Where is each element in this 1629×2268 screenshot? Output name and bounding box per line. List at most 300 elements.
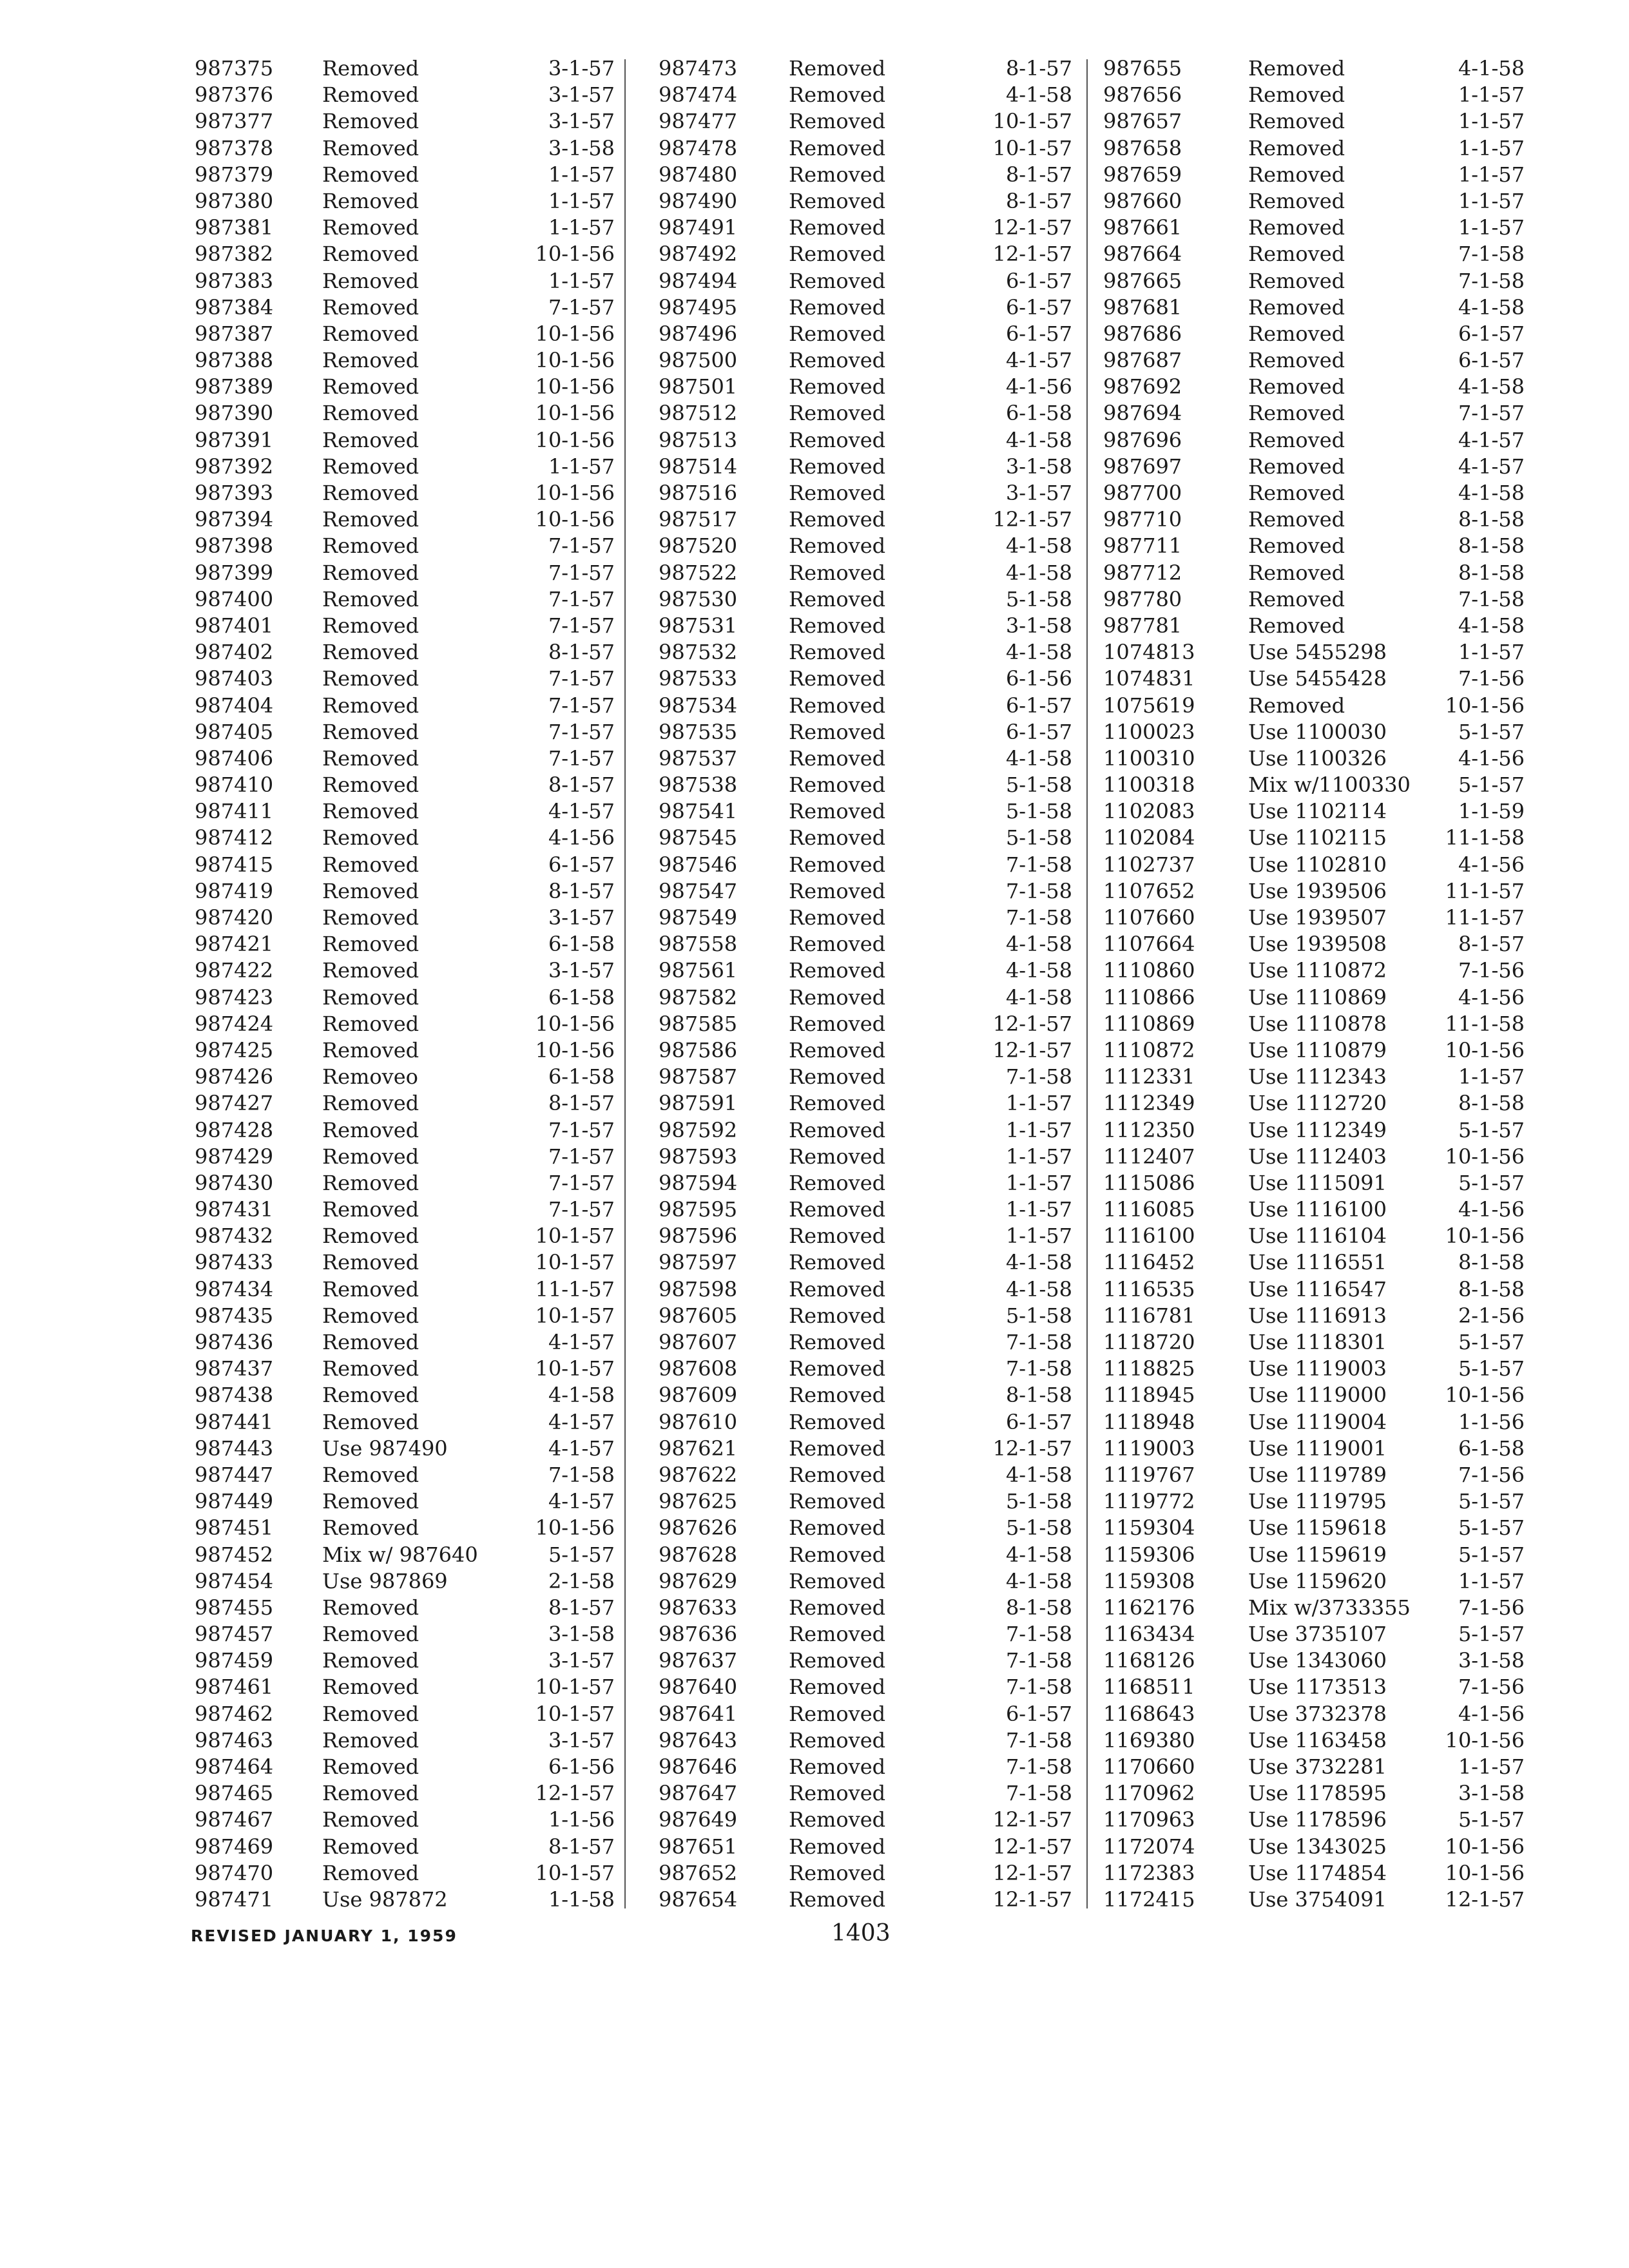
- part-number: 987712: [1103, 560, 1182, 585]
- disposition: Removed: [789, 825, 886, 850]
- effective-date: 6-1-56: [1005, 666, 1072, 691]
- part-number: 987478: [659, 135, 738, 160]
- disposition: Removed: [789, 321, 886, 346]
- part-number: 987520: [659, 533, 738, 559]
- effective-date: 4-1-58: [1005, 745, 1072, 771]
- disposition: Removed: [789, 454, 886, 479]
- table-row: [1103, 719, 1525, 745]
- part-number: 987495: [659, 294, 738, 320]
- table-row: [189, 347, 615, 374]
- disposition: Removed: [322, 348, 419, 373]
- effective-date: 12-1-57: [992, 1807, 1072, 1832]
- part-number: 1162176: [1103, 1595, 1195, 1620]
- part-number: 987425: [195, 1037, 274, 1062]
- disposition: Removed: [789, 1011, 886, 1036]
- table-row: [653, 135, 1072, 162]
- effective-date: 4-1-58: [1005, 1542, 1072, 1567]
- table-row: [653, 719, 1072, 745]
- part-number: 987660: [1103, 188, 1182, 213]
- disposition: Use 1163458: [1248, 1727, 1387, 1753]
- table-row: [653, 1329, 1072, 1356]
- table-row: [1103, 1436, 1525, 1462]
- effective-date: 1-1-57: [1458, 1568, 1525, 1593]
- disposition: Removed: [322, 852, 419, 877]
- table-row: [189, 1037, 615, 1064]
- effective-date: 5-1-58: [1005, 1489, 1072, 1514]
- disposition: Use 1343060: [1248, 1648, 1387, 1673]
- effective-date: 1-1-57: [1005, 1170, 1072, 1195]
- disposition: Removed: [789, 1276, 886, 1302]
- table-row: [1103, 374, 1525, 400]
- effective-date: 4-1-58: [1005, 640, 1072, 665]
- table-row: [1103, 985, 1525, 1011]
- effective-date: 12-1-57: [1445, 1887, 1525, 1912]
- part-number: 987494: [659, 268, 738, 293]
- part-number: 1075619: [1103, 693, 1195, 718]
- disposition: Removed: [789, 56, 886, 81]
- disposition: Removed: [789, 852, 886, 877]
- effective-date: 10-1-57: [992, 135, 1072, 160]
- table-row: [653, 1488, 1072, 1515]
- table-row: [653, 241, 1072, 267]
- disposition: Removed: [322, 1011, 419, 1036]
- disposition: Removed: [789, 1622, 886, 1647]
- part-number: 987607: [659, 1330, 738, 1354]
- part-number: 987640: [659, 1675, 738, 1700]
- disposition: Removed: [789, 268, 886, 293]
- effective-date: 1-1-57: [548, 162, 615, 187]
- part-number: 987592: [659, 1117, 738, 1142]
- disposition: Removed: [322, 799, 419, 824]
- effective-date: 8-1-58: [1005, 1383, 1072, 1408]
- disposition: Removed: [789, 1197, 886, 1222]
- part-number: 987441: [195, 1409, 274, 1434]
- disposition: Use 1118301: [1248, 1330, 1387, 1354]
- part-number: 987394: [195, 507, 274, 532]
- table-row: [653, 852, 1072, 878]
- part-number: 987461: [195, 1675, 274, 1700]
- disposition: Removed: [322, 1037, 419, 1062]
- effective-date: 1-1-57: [548, 454, 615, 479]
- disposition: Removed: [789, 242, 886, 267]
- table-row: [189, 1382, 615, 1408]
- part-number: 987390: [195, 401, 274, 426]
- table-row: [1103, 1409, 1525, 1436]
- disposition: Mix w/ 987640: [322, 1542, 478, 1567]
- part-number: 987535: [659, 719, 738, 744]
- table-row: [1103, 1249, 1525, 1276]
- table-row: [1103, 1011, 1525, 1037]
- table-row: [653, 1568, 1072, 1595]
- effective-date: 7-1-58: [1005, 852, 1072, 877]
- disposition: Removed: [789, 1595, 886, 1620]
- disposition: Removed: [789, 109, 886, 134]
- part-number: 987643: [659, 1727, 738, 1753]
- effective-date: 7-1-56: [1458, 1595, 1525, 1620]
- effective-date: 12-1-57: [992, 1011, 1072, 1036]
- effective-date: 4-1-57: [1005, 348, 1072, 373]
- effective-date: 5-1-57: [1458, 1515, 1525, 1541]
- disposition: Removed: [789, 1834, 886, 1859]
- effective-date: 4-1-58: [1005, 560, 1072, 585]
- part-number: 1100310: [1103, 745, 1195, 771]
- table-row: [653, 1037, 1072, 1064]
- part-number: 987438: [195, 1383, 274, 1408]
- disposition: Use 1112343: [1248, 1064, 1387, 1090]
- disposition: Removed: [789, 1648, 886, 1673]
- effective-date: 7-1-57: [1458, 401, 1525, 426]
- part-number: 987547: [659, 878, 738, 903]
- effective-date: 7-1-57: [548, 1170, 615, 1195]
- disposition: Removed: [1248, 454, 1345, 479]
- part-number: 987700: [1103, 481, 1182, 505]
- effective-date: 12-1-57: [992, 1834, 1072, 1859]
- disposition: Removed: [789, 1727, 886, 1753]
- table-row: [189, 1223, 615, 1249]
- effective-date: 7-1-58: [1005, 1330, 1072, 1354]
- part-number: 987463: [195, 1727, 274, 1753]
- part-number: 987447: [195, 1462, 274, 1487]
- table-row: [1103, 1727, 1525, 1754]
- effective-date: 7-1-58: [1458, 268, 1525, 293]
- disposition: Removed: [322, 533, 419, 559]
- table-row: [653, 1144, 1072, 1170]
- effective-date: 10-1-56: [1445, 1727, 1525, 1753]
- part-number: 987380: [195, 188, 274, 213]
- effective-date: 3-1-58: [1005, 454, 1072, 479]
- part-number: 987605: [659, 1303, 738, 1328]
- table-row: [1103, 1621, 1525, 1648]
- effective-date: 6-1-57: [548, 852, 615, 877]
- table-row: [1103, 1223, 1525, 1249]
- table-row: [653, 1223, 1072, 1249]
- disposition: Removed: [322, 745, 419, 771]
- part-number: 987410: [195, 773, 274, 798]
- part-number: 987534: [659, 693, 738, 718]
- disposition: Removed: [789, 1542, 886, 1567]
- part-number: 987636: [659, 1622, 738, 1647]
- disposition: Removed: [789, 401, 886, 426]
- table-row: [1103, 1568, 1525, 1595]
- part-number: 987609: [659, 1383, 738, 1408]
- effective-date: 8-1-57: [548, 1091, 615, 1116]
- disposition: Removed: [322, 1515, 419, 1541]
- part-number: 987608: [659, 1356, 738, 1381]
- table-row: [653, 1462, 1072, 1488]
- table-row: [1103, 878, 1525, 905]
- table-row: [653, 1303, 1072, 1329]
- part-number: 1110872: [1103, 1037, 1195, 1062]
- part-number: 987465: [195, 1781, 274, 1806]
- disposition: Removed: [322, 135, 419, 160]
- part-number: 987711: [1103, 533, 1182, 559]
- disposition: Removed: [789, 1568, 886, 1593]
- effective-date: 7-1-57: [548, 719, 615, 744]
- part-number: 1112331: [1103, 1064, 1195, 1090]
- effective-date: 3-1-57: [548, 905, 615, 930]
- table-row: [653, 931, 1072, 957]
- part-number: 987406: [195, 745, 274, 771]
- effective-date: 12-1-57: [992, 1037, 1072, 1062]
- disposition: Use 1116100: [1248, 1197, 1387, 1222]
- disposition: Removed: [322, 242, 419, 267]
- effective-date: 7-1-58: [1005, 1356, 1072, 1381]
- table-row: [653, 693, 1072, 719]
- table-row: [1103, 931, 1525, 957]
- part-number: 987686: [1103, 321, 1182, 346]
- disposition: Use 1100326: [1248, 745, 1387, 771]
- part-number: 987403: [195, 666, 274, 691]
- disposition: Removed: [322, 507, 419, 532]
- part-number: 987661: [1103, 215, 1182, 240]
- table-row: [1103, 1276, 1525, 1303]
- part-number: 987641: [659, 1701, 738, 1726]
- page-number: 1403: [831, 1920, 891, 1946]
- part-number: 1172415: [1103, 1887, 1195, 1912]
- table-row: [653, 1090, 1072, 1117]
- part-number: 987500: [659, 348, 738, 373]
- effective-date: 7-1-58: [1005, 1064, 1072, 1090]
- disposition: Use 987490: [322, 1436, 448, 1461]
- table-row: [1103, 1170, 1525, 1196]
- effective-date: 5-1-57: [1458, 1542, 1525, 1567]
- table-row: [189, 1568, 615, 1595]
- effective-date: 12-1-57: [992, 1887, 1072, 1912]
- part-number: 987710: [1103, 507, 1182, 532]
- table-row: [653, 772, 1072, 798]
- effective-date: 10-1-56: [535, 481, 615, 505]
- disposition: Removed: [789, 162, 886, 187]
- effective-date: 5-1-57: [548, 1542, 615, 1567]
- effective-date: 1-1-57: [1005, 1144, 1072, 1169]
- effective-date: 1-1-57: [1458, 1064, 1525, 1090]
- disposition: Removed: [322, 560, 419, 585]
- effective-date: 4-1-58: [1005, 985, 1072, 1010]
- disposition: Removed: [322, 1701, 419, 1726]
- disposition: Removed: [789, 1144, 886, 1169]
- table-row: [1103, 1887, 1525, 1913]
- disposition: Removed: [789, 613, 886, 638]
- table-row: [653, 1754, 1072, 1780]
- table-row: [653, 347, 1072, 374]
- table-row: [189, 1727, 615, 1754]
- disposition: Removed: [789, 507, 886, 532]
- part-number: 1116452: [1103, 1250, 1195, 1275]
- disposition: Removed: [789, 188, 886, 213]
- disposition: Removed: [789, 799, 886, 824]
- disposition: Removed: [322, 932, 419, 957]
- table-row: [1103, 162, 1525, 188]
- table-row: [1103, 1860, 1525, 1887]
- disposition: Removed: [789, 1356, 886, 1381]
- effective-date: 4-1-58: [1005, 1276, 1072, 1302]
- table-row: [189, 639, 615, 666]
- table-row: [653, 1436, 1072, 1462]
- table-row: [189, 135, 615, 162]
- effective-date: 10-1-56: [535, 242, 615, 267]
- disposition: Removed: [322, 321, 419, 346]
- table-row: [1103, 1037, 1525, 1064]
- effective-date: 7-1-57: [548, 613, 615, 638]
- table-row: [189, 931, 615, 957]
- table-row: [653, 1196, 1072, 1223]
- table-row: [653, 1860, 1072, 1887]
- effective-date: 5-1-57: [1458, 1807, 1525, 1832]
- part-number: 987451: [195, 1515, 274, 1541]
- effective-date: 6-1-57: [1005, 321, 1072, 346]
- table-row: [1103, 1780, 1525, 1807]
- part-number: 987431: [195, 1197, 274, 1222]
- disposition: Removed: [322, 82, 419, 108]
- part-number: 987593: [659, 1144, 738, 1169]
- table-row: [653, 1674, 1072, 1700]
- table-row: [189, 1542, 615, 1568]
- table-row: [653, 1727, 1072, 1754]
- part-number: 987646: [659, 1754, 738, 1779]
- disposition: Use 1939507: [1248, 905, 1387, 930]
- effective-date: 8-1-57: [548, 878, 615, 903]
- effective-date: 3-1-57: [548, 82, 615, 108]
- effective-date: 4-1-56: [548, 825, 615, 850]
- part-number: 987455: [195, 1595, 274, 1620]
- effective-date: 5-1-57: [1458, 1622, 1525, 1647]
- disposition: Removed: [1248, 242, 1345, 267]
- table-row: [1103, 1701, 1525, 1727]
- part-number: 987522: [659, 560, 738, 585]
- part-number: 987558: [659, 932, 738, 957]
- table-row: [189, 1887, 615, 1913]
- effective-date: 6-1-57: [1005, 294, 1072, 320]
- disposition: Use 1102810: [1248, 852, 1387, 877]
- disposition: Use 1159619: [1248, 1542, 1387, 1567]
- part-number: 987585: [659, 1011, 738, 1036]
- table-row: [189, 878, 615, 905]
- part-number: 987401: [195, 613, 274, 638]
- table-row: [189, 1807, 615, 1833]
- part-number: 987561: [659, 958, 738, 983]
- table-row: [1103, 188, 1525, 215]
- effective-date: 2-1-58: [548, 1568, 615, 1593]
- disposition: Removed: [1248, 507, 1345, 532]
- part-number: 987377: [195, 109, 274, 134]
- part-number: 987467: [195, 1807, 274, 1832]
- disposition: Use 3754091: [1248, 1887, 1387, 1912]
- effective-date: 3-1-57: [548, 109, 615, 134]
- effective-date: 6-1-57: [1005, 1409, 1072, 1434]
- effective-date: 8-1-58: [1005, 1595, 1072, 1620]
- disposition: Removed: [322, 401, 419, 426]
- disposition: Use 1116551: [1248, 1250, 1387, 1275]
- part-number: 987435: [195, 1303, 274, 1328]
- part-number: 1170660: [1103, 1754, 1195, 1779]
- disposition: Removed: [322, 1144, 419, 1169]
- effective-date: 4-1-58: [1005, 1462, 1072, 1487]
- part-number: 987457: [195, 1622, 274, 1647]
- effective-date: 3-1-57: [1005, 481, 1072, 505]
- disposition: Removed: [322, 1383, 419, 1408]
- effective-date: 5-1-58: [1005, 825, 1072, 850]
- disposition: Removed: [789, 1250, 886, 1275]
- effective-date: 10-1-57: [535, 1860, 615, 1885]
- part-number: 987404: [195, 693, 274, 718]
- effective-date: 4-1-58: [1005, 533, 1072, 559]
- part-number: 987471: [195, 1887, 274, 1912]
- table-row: [653, 586, 1072, 613]
- effective-date: 11-1-57: [1445, 878, 1525, 903]
- effective-date: 1-1-56: [548, 1807, 615, 1832]
- part-number: 987399: [195, 560, 274, 585]
- part-number: 1074813: [1103, 640, 1195, 665]
- effective-date: 3-1-57: [548, 1648, 615, 1673]
- part-number: 987384: [195, 294, 274, 320]
- effective-date: 3-1-58: [1005, 613, 1072, 638]
- disposition: Removed: [322, 1117, 419, 1142]
- effective-date: 10-1-56: [535, 1515, 615, 1541]
- effective-date: 12-1-57: [992, 1436, 1072, 1461]
- table-row: [189, 241, 615, 267]
- disposition: Removed: [322, 1250, 419, 1275]
- disposition: Removed: [789, 1701, 886, 1726]
- part-number: 987388: [195, 348, 274, 373]
- table-row: [1103, 852, 1525, 878]
- part-number: 987656: [1103, 82, 1182, 108]
- table-row: [189, 1011, 615, 1037]
- disposition: Removed: [789, 586, 886, 611]
- part-number: 987491: [659, 215, 738, 240]
- effective-date: 8-1-58: [1458, 507, 1525, 532]
- effective-date: 7-1-57: [548, 560, 615, 585]
- part-number: 987391: [195, 427, 274, 452]
- effective-date: 7-1-58: [1005, 1781, 1072, 1806]
- part-number: 987537: [659, 745, 738, 771]
- part-number: 987633: [659, 1595, 738, 1620]
- effective-date: 10-1-56: [1445, 1224, 1525, 1249]
- disposition: Removed: [322, 640, 419, 665]
- part-number: 987549: [659, 905, 738, 930]
- part-number: 987512: [659, 401, 738, 426]
- effective-date: 5-1-58: [1005, 773, 1072, 798]
- part-number: 987423: [195, 985, 274, 1010]
- disposition: Removed: [322, 374, 419, 399]
- part-number: 987427: [195, 1091, 274, 1116]
- part-number: 1107664: [1103, 932, 1195, 957]
- table-row: [1103, 1356, 1525, 1382]
- effective-date: 4-1-56: [1458, 852, 1525, 877]
- effective-date: 1-1-57: [548, 215, 615, 240]
- table-row: [653, 1595, 1072, 1621]
- part-number: 987516: [659, 481, 738, 505]
- table-row: [189, 108, 615, 135]
- effective-date: 1-1-57: [1458, 162, 1525, 187]
- disposition: Removed: [1248, 586, 1345, 611]
- disposition: Removed: [1248, 481, 1345, 505]
- table-row: [653, 108, 1072, 135]
- table-row: [1103, 1488, 1525, 1515]
- table-row: [189, 825, 615, 851]
- disposition: Use 1115091: [1248, 1170, 1387, 1195]
- part-number: 987492: [659, 242, 738, 267]
- part-number: 987517: [659, 507, 738, 532]
- part-number: 987598: [659, 1276, 738, 1302]
- disposition: Use 1110872: [1248, 958, 1387, 983]
- disposition: Use 1110878: [1248, 1011, 1387, 1036]
- part-number: 987595: [659, 1197, 738, 1222]
- part-number: 987546: [659, 852, 738, 877]
- table-row: [1103, 241, 1525, 267]
- disposition: Removed: [1248, 215, 1345, 240]
- disposition: Removed: [322, 1224, 419, 1249]
- column-divider: [624, 59, 626, 1908]
